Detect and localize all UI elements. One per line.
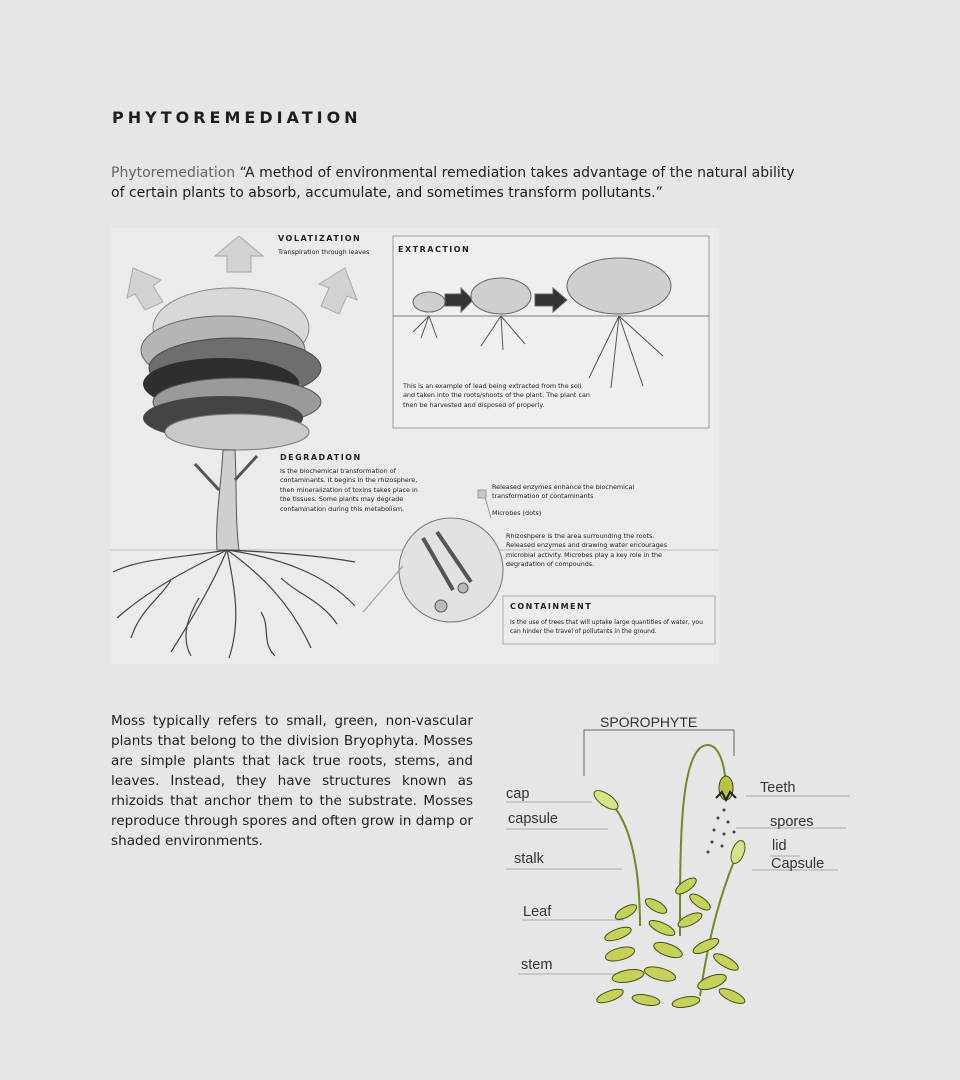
extraction-title: EXTRACTION	[398, 245, 471, 254]
extraction-text: This is an example of lead being extracted from the soil and taken into the roots/shoots of the plant. The plant can then be harvested and disposed of properly.	[403, 382, 590, 409]
intro-paragraph	[111, 163, 811, 203]
trunk-icon	[217, 450, 239, 550]
tree-illustration	[111, 228, 719, 664]
rhizosphere-text: Rhizoshpere is the area surrounding the roots. Released enzymes and drawing water encourages microbial activity. Microbes play a key role in the degradation of compounds.	[506, 532, 668, 569]
leaf-label: Leaf	[523, 904, 552, 920]
volatization-title: VOLATIZATION	[278, 234, 362, 243]
microbes-text: Microbes (dots)	[492, 509, 542, 517]
containment-title: CONTAINMENT	[510, 602, 593, 611]
phytoremediation-diagram	[111, 228, 719, 664]
degradation-text: Is the biochemical transformation of contaminants. It begins in the rhizosphere, then mineralization of toxins takes place in the tissues. Some plants may degrade contamination during this metabolism.	[280, 467, 418, 513]
teeth-label: Teeth	[760, 780, 796, 796]
degradation-title: DEGRADATION	[280, 453, 362, 462]
spores-icon	[707, 809, 736, 854]
containment-text: Is the use of trees that will uptake large quantities of water, you can hinder the travel of pollutants in the ground.	[510, 619, 703, 635]
stem-label: stem	[521, 957, 553, 973]
capsule-label: capsule	[508, 811, 558, 827]
leaves-icon	[595, 875, 747, 1009]
moss-diagram	[500, 706, 860, 1016]
page-title: PHYTOREMEDIATION	[112, 108, 362, 127]
roots-icon	[113, 550, 355, 658]
stalk-label: stalk	[514, 851, 544, 867]
capsule2-label: Capsule	[771, 856, 825, 872]
sporophyte-label: SPOROPHYTE	[600, 714, 698, 730]
enzymes-text: Released enzymes enhance the biochemical transformation of contaminants	[492, 483, 635, 501]
volatization-text: Transpiration through leaves	[278, 248, 370, 256]
canopy-icon	[141, 288, 321, 450]
intro-term: Phytoremediation	[111, 165, 236, 181]
cap-label: cap	[506, 786, 530, 802]
intro-quote: “A method of environmental remediation takes advantage of the natural ability of certain plants to absorb, accumulate, and sometimes transform pollutants.”	[111, 165, 795, 201]
rhizosphere-circle	[399, 518, 503, 622]
lid-label: lid	[772, 838, 787, 854]
spores-label: spores	[770, 814, 814, 830]
moss-paragraph: Moss typically refers to small, green, non-vascular plants that belong to the division Bryophyta. Mosses are simple plants that lack true roots, stems, and leaves. Instead, they have structures known as rhizoids that anchor them to the substrate. Mosses reproduce through spores and often grow in damp or shaded environments.	[111, 713, 473, 849]
